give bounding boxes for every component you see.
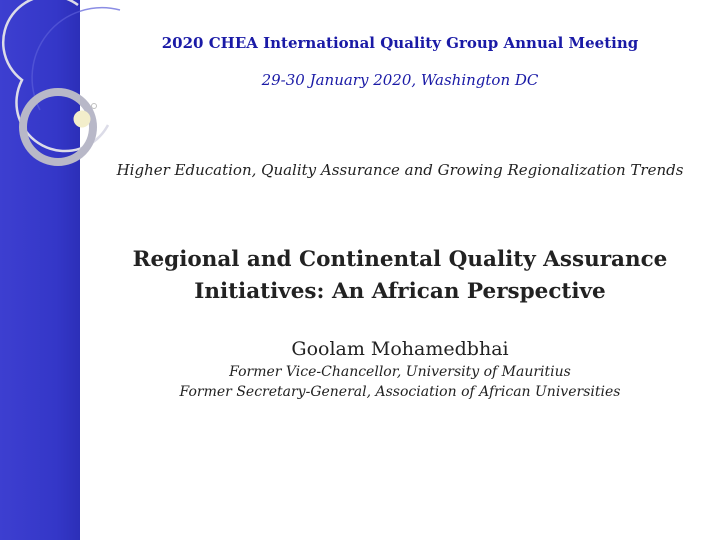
slide-title [80,244,720,308]
yellow-dot [74,111,91,128]
presenter-role-1: Former Vice-Chancellor, University of Mauritius [229,364,571,380]
theme-subtitle: Higher Education, Quality Assurance and Growing Regionalization Trends [116,161,684,179]
date-location: 29-30 January 2020, Washington DC [261,71,539,89]
presenter-role-2: Former Secretary-General, Association of African Universities [179,384,621,400]
small-dot [92,104,97,109]
title-line-2: Initiatives: An African Perspective [194,279,606,304]
presenter-name: Goolam Mohamedbhai [291,338,509,360]
title-line-1: Regional and Continental Quality Assurance [132,247,668,272]
conference-heading: 2020 CHEA International Quality Group Annual Meeting [161,34,639,52]
